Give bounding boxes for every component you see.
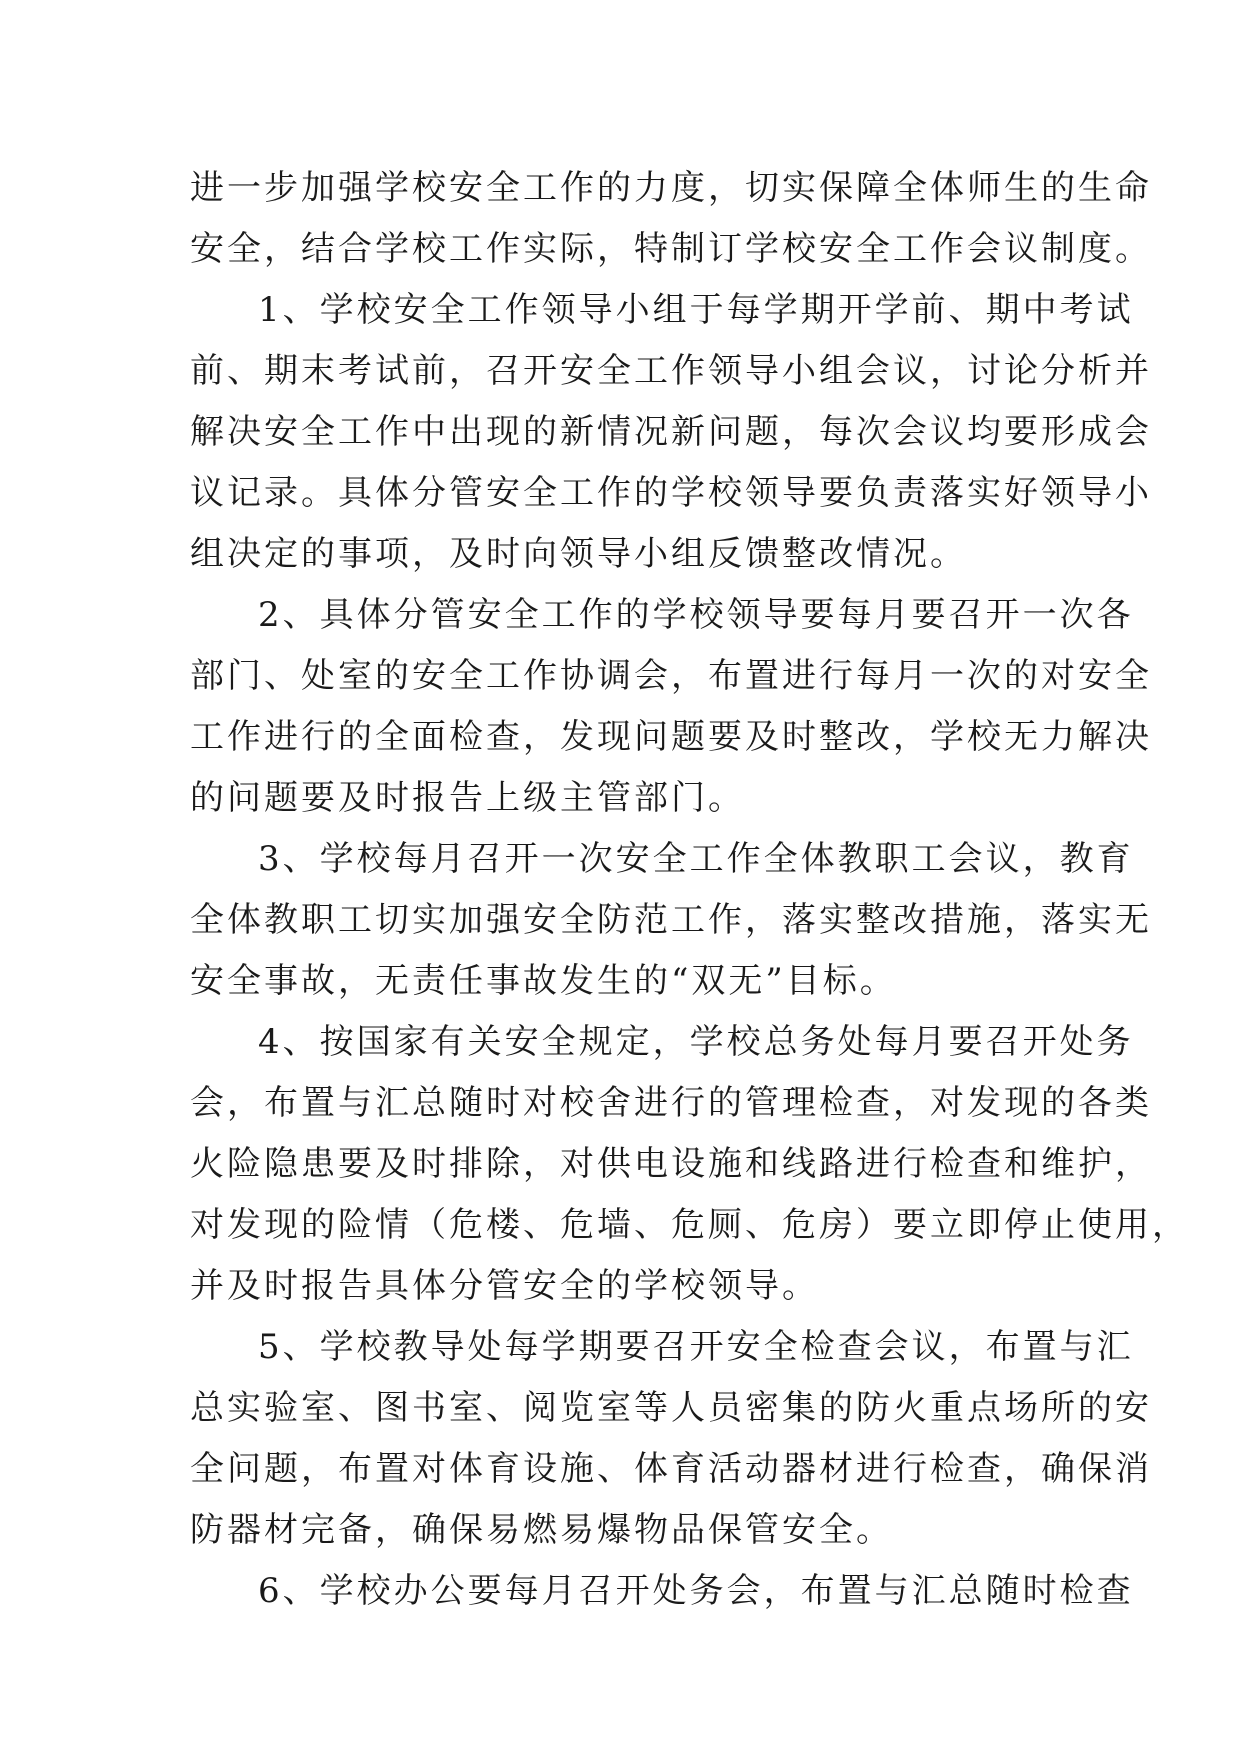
text-line: 会，布置与汇总随时对校舍进行的管理检查，对发现的各类 <box>190 1083 1152 1123</box>
text-line: 火险隐患要及时排除，对供电设施和线路进行检查和维护， <box>190 1144 1152 1184</box>
text-line: 前、期末考试前，召开安全工作领导小组会议，讨论分析并 <box>190 351 1152 391</box>
text-line: 部门、处室的安全工作协调会，布置进行每月一次的对安全 <box>190 656 1152 696</box>
text-line: 议记录。具体分管安全工作的学校领导要负责落实好领导小 <box>190 473 1152 513</box>
text-line: 安全事故，无责任事故发生的“双无”目标。 <box>190 961 897 1001</box>
text-line: 组决定的事项，及时向领导小组反馈整改情况。 <box>190 534 967 574</box>
text-line: 对发现的险情（危楼、危墙、危厕、危房）要立即停止使用， <box>190 1205 1189 1245</box>
document-body <box>190 158 1189 1622</box>
paragraph-4-start: 4、按国家有关安全规定，学校总务处每月要召开处务 <box>258 1022 1134 1062</box>
text-line: 并及时报告具体分管安全的学校领导。 <box>190 1266 819 1306</box>
text-line: 的问题要及时报告上级主管部门。 <box>190 778 745 818</box>
paragraph-6-start: 6、学校办公要每月召开处务会，布置与汇总随时检查 <box>258 1571 1134 1611</box>
text-line: 解决安全工作中出现的新情况新问题，每次会议均要形成会 <box>190 412 1152 452</box>
text-line: 全问题，布置对体育设施、体育活动器材进行检查，确保消 <box>190 1449 1152 1489</box>
paragraph-3-start: 3、学校每月召开一次安全工作全体教职工会议，教育 <box>258 839 1134 879</box>
text-line: 工作进行的全面检查，发现问题要及时整改，学校无力解决 <box>190 717 1152 757</box>
text-line: 全体教职工切实加强安全防范工作，落实整改措施，落实无 <box>190 900 1152 940</box>
text-line: 安全，结合学校工作实际，特制订学校安全工作会议制度。 <box>190 229 1152 269</box>
text-line: 总实验室、图书室、阅览室等人员密集的防火重点场所的安 <box>190 1388 1152 1428</box>
paragraph-2-start: 2、具体分管安全工作的学校领导要每月要召开一次各 <box>258 595 1134 635</box>
text-line: 防器材完备，确保易燃易爆物品保管安全。 <box>190 1510 893 1550</box>
paragraph-1-start: 1、学校安全工作领导小组于每学期开学前、期中考试 <box>258 290 1134 330</box>
paragraph-5-start: 5、学校教导处每学期要召开安全检查会议，布置与汇 <box>258 1327 1134 1367</box>
text-line: 进一步加强学校安全工作的力度，切实保障全体师生的生命 <box>190 168 1152 208</box>
